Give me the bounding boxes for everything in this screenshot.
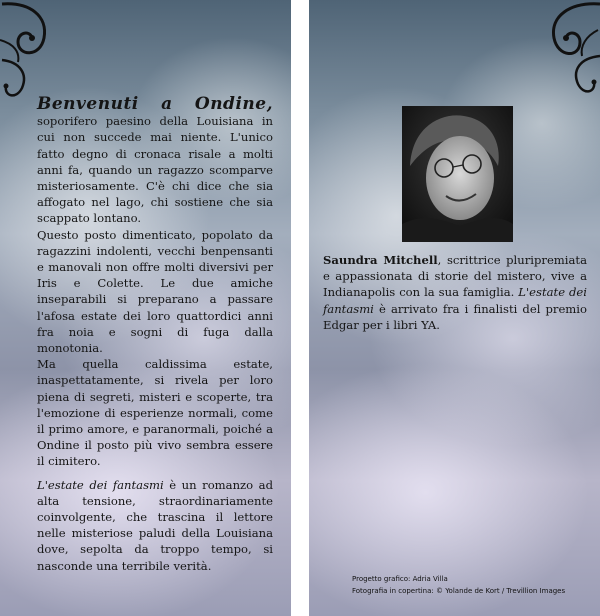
author-bio-text-2: è arrivato fra i finalisti del premio Edgar per i libri YA. — [323, 301, 587, 332]
book-title: L'estate dei fantasmi — [37, 477, 164, 492]
author-portrait-icon — [402, 106, 513, 242]
intro-heading: Benvenuti a Ondine, — [37, 94, 273, 114]
author-bio — [323, 252, 587, 333]
credit-design: Progetto grafico: Adria Villa — [352, 575, 448, 583]
scroll-ornament-icon — [520, 0, 600, 110]
book-title: L'estate dei fantasmi — [323, 285, 588, 316]
synopsis-text — [37, 96, 273, 574]
synopsis-paragraph-1: soporifero paesino della Louisiana in cui non succede mai niente. L'unico fatto degno di cronaca risale a molti anni fa, quando un ragazzo scomparve misteriosamente. C'è chi dice che sia affogato nel lago, chi sostiene che sia scappato lontano. — [37, 114, 273, 226]
right-flap — [309, 0, 600, 616]
synopsis-paragraph-2: Questo posto dimenticato, popolato da ragazzini indolenti, vecchi benpensanti e manovali non offre molti diversivi per Iris e Colette. Le due amiche inseparabili si preparano a passare l'afosa estate dei loro quattordici anni fra noia e sogni di fuga dalla monotonia. — [37, 227, 273, 356]
synopsis-paragraph-3: Ma quella caldissima estate, inaspettatamente, si rivela per loro piena di segreti, misteri e scoperte, tra l'emozione di esperienze normali, come il primo amore, e paranormali, poiché a Ondine il posto più vivo sembra essere il cimitero. — [37, 357, 273, 469]
synopsis-paragraph-4: è un romanzo ad alta tensione, straordinariamente coinvolgente, che trascina il lettore nelle misteriose paludi della Louisiana dove, sepolta da troppo tempo, si nasconde una terribile verità. — [37, 477, 273, 573]
author-name: Saundra Mitchell — [323, 253, 438, 267]
left-flap — [0, 0, 291, 616]
author-bio-text-1: , scrittrice pluripremiata e appassionata di storie del mistero, vive a Indianapolis con la sua famiglia. — [323, 253, 587, 300]
credit-cover: Fotografia in copertina: © Yolande de Kort / Trevillion Images — [352, 587, 566, 595]
